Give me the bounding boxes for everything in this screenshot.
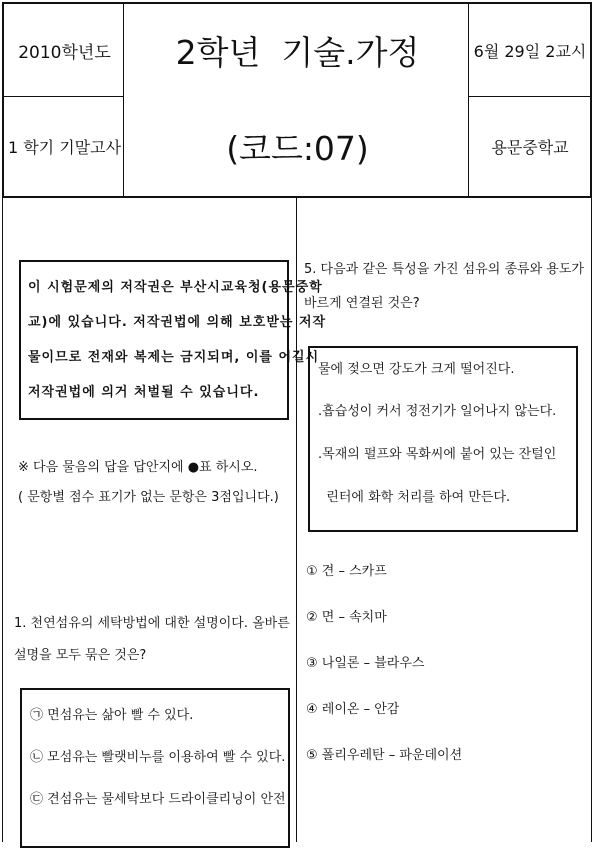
answer-option-1: ① 견 – 스카프 bbox=[306, 564, 387, 579]
exam-title: 2학년 기술.가정 bbox=[175, 33, 420, 72]
exam-code: (코드:07) bbox=[226, 129, 369, 168]
exam-header-table bbox=[2, 2, 592, 198]
statement-item: ㉢ 견섬유는 물세탁보다 드라이클리닝이 안전 bbox=[30, 792, 286, 807]
answer-option-3: ③ 나일론 – 블라우스 bbox=[306, 656, 425, 671]
school-name: 용문중학교 bbox=[491, 138, 569, 157]
answer-option-2: ② 면 – 속치마 bbox=[306, 610, 387, 625]
property-line: .목재의 펄프와 목화씨에 붙어 있는 잔털인 bbox=[318, 447, 557, 462]
copyright-notice bbox=[19, 260, 327, 420]
answer-option-4: ④ 레이온 – 안감 bbox=[306, 702, 400, 717]
property-line: .흡습성이 커서 정전기가 일어나지 않는다. bbox=[318, 404, 557, 419]
exam-date: 6월 29일 2교시 bbox=[473, 42, 587, 61]
question-1-stem: 설명을 모두 묶은 것은? bbox=[14, 648, 147, 663]
question-1-stem: 1. 천연섬유의 세탁방법에 대한 설명이다. 올바른 bbox=[14, 616, 290, 631]
question-1-statement-box bbox=[20, 688, 290, 848]
notice-line: 교)에 있습니다. 저작권법에 의해 보호받는 저작 bbox=[28, 315, 327, 330]
exam-term: 1 학기 기말고사 bbox=[7, 138, 122, 157]
notice-line: 이 시험문제의 저작권은 부산시교육청(용문중학 bbox=[28, 280, 323, 295]
statement-item: ㉡ 모섬유는 빨랫비누를 이용하여 빨 수 있다. bbox=[30, 750, 286, 765]
instruction-line: ※ 다음 물음의 답을 답안지에 ●표 하시오. bbox=[18, 460, 258, 475]
school-year: 2010학년도 bbox=[18, 43, 111, 63]
property-line: 물에 젖으면 강도가 크게 떨어진다. bbox=[318, 362, 515, 377]
question-5-stem: 5. 다음과 같은 특성을 가진 섬유의 종류와 용도가 bbox=[304, 262, 584, 277]
property-line: 린터에 화학 처리를 하여 만든다. bbox=[318, 490, 511, 505]
question-5-property-box bbox=[308, 346, 578, 532]
statement-item: ㉠ 면섬유는 삶아 빨 수 있다. bbox=[30, 708, 194, 723]
answer-option-5: ⑤ 폴리우레탄 – 파운데이션 bbox=[306, 748, 463, 763]
question-5-stem: 바르게 연결된 것은? bbox=[304, 296, 420, 311]
notice-line: 저작권법에 의거 처벌될 수 있습니다. bbox=[28, 385, 260, 400]
notice-line: 물이므로 전재와 복제는 금지되며, 이를 어길시 bbox=[28, 350, 320, 365]
instruction-line: ( 문항별 점수 표기가 없는 문항은 3점입니다.) bbox=[18, 490, 279, 505]
